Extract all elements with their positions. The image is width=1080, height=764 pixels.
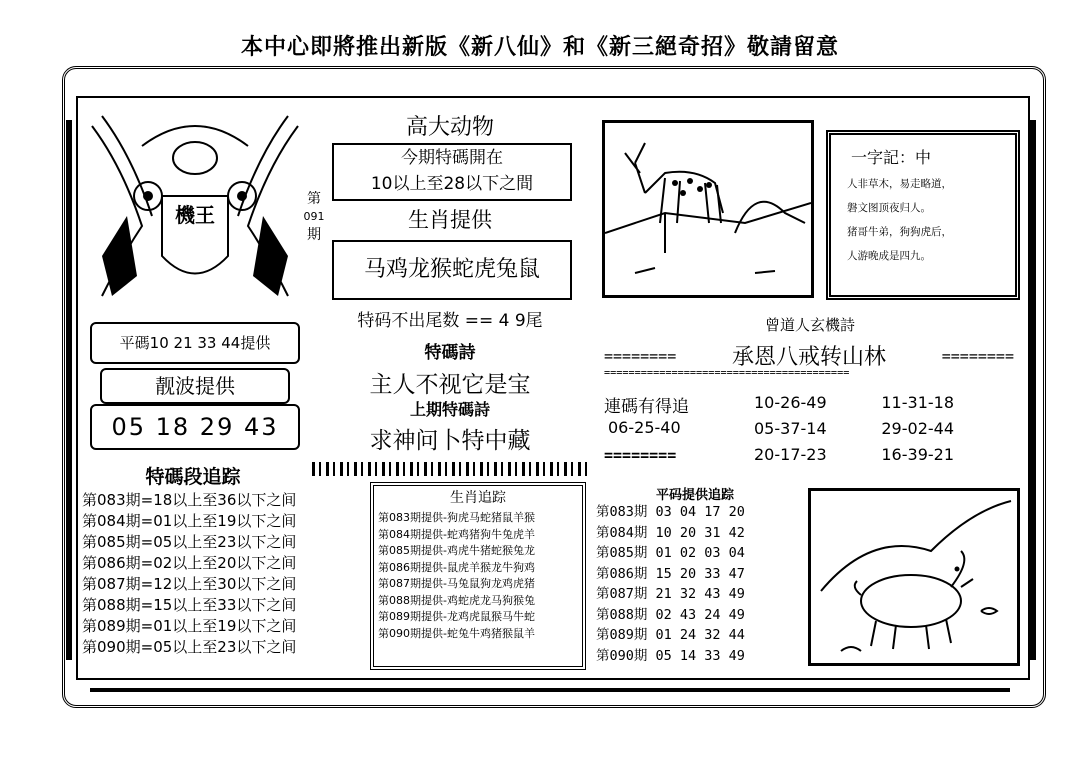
poem-title: 特碼詩 xyxy=(424,343,476,363)
pingma-track-row: 第089期 01 24 32 44 xyxy=(596,627,745,643)
code-item: 10-26-49 xyxy=(754,393,827,412)
issue-label xyxy=(300,190,328,244)
pingma-track-row: 第088期 02 43 24 49 xyxy=(596,606,745,623)
pingma-track-row: 第086期 15 20 33 47 xyxy=(596,565,745,582)
pingma-track-row: 第085期 01 02 03 04 xyxy=(596,545,745,561)
center-title: 高大动物 xyxy=(405,115,494,140)
zodiac-track-row: 第090期提供-蛇兔牛鸡猪猴鼠羊 xyxy=(378,626,535,640)
segment-row: 第086期=02以上至20以下之间 xyxy=(82,554,297,572)
segment-row: 第083期=18以上至36以下之间 xyxy=(82,491,297,509)
pingma-track-row: 第087期 21 32 43 49 xyxy=(596,586,745,602)
zodiac-track-row: 第088期提供-鸡蛇虎龙马狗猴兔 xyxy=(378,593,535,607)
liangbo-numbers: 05 18 29 43 xyxy=(111,413,279,441)
zodiac-title: 生肖提供 xyxy=(408,208,492,232)
pingma-track-list xyxy=(596,502,796,666)
poem-dashes-left: ======== xyxy=(604,346,677,365)
vine-divider xyxy=(312,462,588,476)
lianma-bottom-dashes: ======== xyxy=(604,446,677,464)
code-item: 16-39-21 xyxy=(881,445,954,464)
frame-right-pattern xyxy=(1030,120,1038,660)
special-open-line1: 今期特碼開在 xyxy=(401,148,503,168)
zodiac-track-title: 生肖追踪 xyxy=(450,490,506,506)
poem-headline: 承恩八戒转山林 xyxy=(731,345,886,370)
poem-text: 主人不视它是宝 xyxy=(369,372,531,398)
poem-rule: ======================================== xyxy=(604,368,850,379)
zodiac-list-box xyxy=(332,240,572,300)
zodiac-track-row: 第087期提供-马兔鼠狗龙鸡虎猪 xyxy=(378,577,535,590)
yizi-title: 一字記：中 xyxy=(851,148,932,167)
liangbo-title: 靓波提供 xyxy=(155,374,235,398)
liangbo-title-box xyxy=(100,368,290,404)
segment-row: 第087期=12以上至30以下之间 xyxy=(82,575,297,593)
deer-picture xyxy=(602,120,814,298)
pingma-track-title: 平码提供追踪 xyxy=(655,488,734,503)
segment-list xyxy=(82,490,318,658)
special-open-line2: 10以上至28以下之間 xyxy=(370,174,534,194)
segment-row: 第090期=05以上至23以下之间 xyxy=(82,638,297,656)
zodiac-track-row: 第086期提供-鼠虎羊猴龙牛狗鸡 xyxy=(378,560,535,574)
tail-note: 特码不出尾数 == 4 9尾 xyxy=(357,311,543,331)
code-item: 11-31-18 xyxy=(881,393,954,412)
special-open-box xyxy=(332,143,572,201)
code-item: 29-02-44 xyxy=(881,419,954,438)
zodiac-list: 马鸡龙猴蛇虎兔鼠 xyxy=(363,257,540,282)
code-item: 05-37-14 xyxy=(754,419,827,438)
zodiac-track-row: 第089期提供-龙鸡虎鼠猴马牛蛇 xyxy=(378,610,535,623)
segment-title: 特碼段追踪 xyxy=(145,466,241,488)
zodiac-track-row: 第085期提供-鸡虎牛猪蛇猴兔龙 xyxy=(378,544,535,557)
yizi-line: 猪哥牛弟，狗狗虎后， xyxy=(847,226,952,238)
yizi-line: 磐文图顶夜归人。 xyxy=(847,202,931,214)
issue-prefix: 第 xyxy=(307,191,321,207)
liangbo-numbers-box xyxy=(90,404,300,450)
zodiac-track-row: 第084期提供-蛇鸡猪狗牛兔虎羊 xyxy=(378,527,535,541)
pingma-track-row: 第084期 10 20 31 42 xyxy=(596,524,745,541)
frame-left-pattern xyxy=(66,120,74,660)
last-poem-title: 上期特碼詩 xyxy=(409,400,490,419)
issue-number: 091 xyxy=(303,210,325,223)
lianma-codes xyxy=(754,390,954,468)
lianma-first: 06-25-40 xyxy=(608,418,681,437)
segment-row: 第088期=15以上至33以下之间 xyxy=(82,596,297,614)
last-poem-text: 求神问卜特中藏 xyxy=(369,428,531,454)
top-banner: 本中心即將推出新版《新八仙》和《新三絕奇招》敬請留意 xyxy=(240,34,839,60)
segment-row: 第085期=05以上至23以下之间 xyxy=(82,533,297,551)
segment-row: 第084期=01以上至19以下之间 xyxy=(82,512,297,530)
frame-bottom-line xyxy=(90,688,1010,692)
poem-dashes-right: ======== xyxy=(941,346,1014,365)
code-item: 20-17-23 xyxy=(754,445,827,464)
poem-headline-row xyxy=(604,340,1014,371)
logo-text: 機王 xyxy=(175,203,215,227)
pingma-track-row: 第090期 05 14 33 49 xyxy=(596,647,745,664)
yizi-line: 人游晚成是四九。 xyxy=(847,250,931,262)
segment-row: 第089期=01以上至19以下之间 xyxy=(82,617,297,635)
issue-suffix: 期 xyxy=(307,227,321,243)
lianma-title: 連碼有得追 xyxy=(604,397,689,417)
deer-icon xyxy=(605,123,811,295)
pingma-text: 平碼10 21 33 44提供 xyxy=(119,334,271,352)
pingma-box xyxy=(90,322,300,364)
pig-icon xyxy=(811,491,1017,663)
pig-picture xyxy=(808,488,1020,666)
poem-author: 曾道人玄機詩 xyxy=(764,316,855,334)
zodiac-track-box xyxy=(370,482,586,670)
yizi-box xyxy=(826,130,1020,300)
zodiac-track-row: 第083期提供-狗虎马蛇猪鼠羊猴 xyxy=(378,511,535,524)
logo-emblem xyxy=(82,106,308,302)
yizi-line: 人非草木，易走略道， xyxy=(847,178,952,190)
pingma-track-row: 第083期 03 04 17 20 xyxy=(596,504,745,520)
